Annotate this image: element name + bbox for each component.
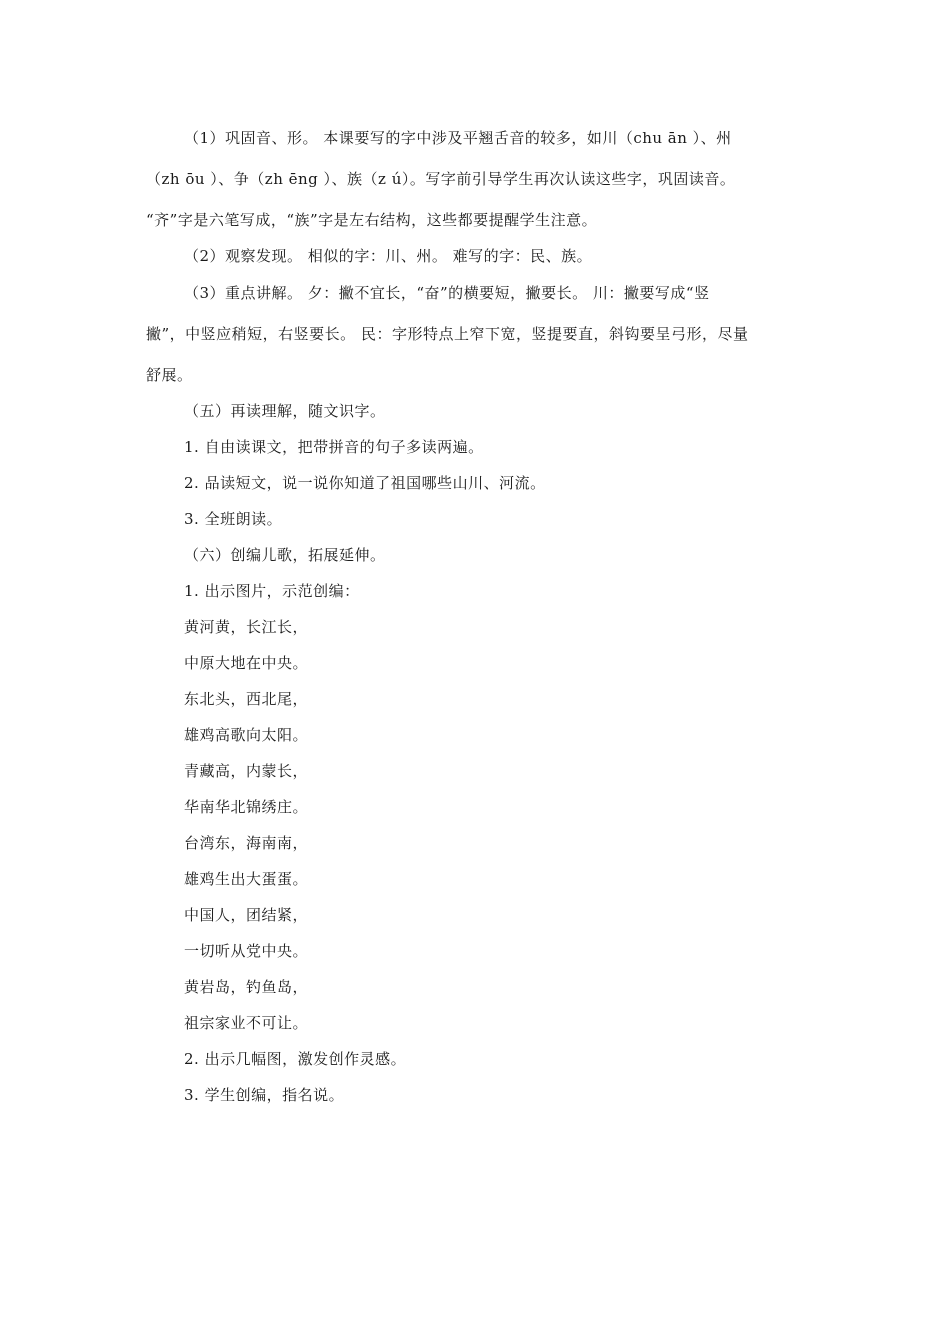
poem-line: 台湾东，海南南，	[184, 834, 309, 852]
section-5-item-2: 2. 品读短文，说一说你知道了祖国哪些山川、河流。	[184, 474, 546, 492]
poem-line: 青藏高，内蒙长，	[184, 762, 309, 780]
paragraph-1-line-2: （zh ōu ）、争（zh ēng ）、族（z ú）。写字前引导学生再次认读这些字，巩固读音。	[146, 170, 736, 188]
section-6-item-1: 1. 出示图片，示范创编：	[184, 582, 360, 600]
poem-line: 中国人，团结紧，	[184, 906, 309, 924]
poem-line: 中原大地在中央。	[184, 654, 309, 672]
paragraph-3-line-3: 舒展。	[146, 366, 193, 384]
paragraph-1-line-3: “齐”字是六笔写成，“族”字是左右结构，这些都要提醒学生注意。	[146, 211, 598, 229]
poem-line: 祖宗家业不可让。	[184, 1014, 309, 1032]
poem-line: 一切听从党中央。	[184, 942, 309, 960]
section-5-item-1: 1. 自由读课文，把带拼音的句子多读两遍。	[184, 438, 484, 456]
paragraph-3-line-1: （3）重点讲解。 夕：撇不宜长，“奋”的横要短，撇要长。 川：撇要写成“竖	[184, 284, 710, 302]
section-6-heading: （六）创编儿歌，拓展延伸。	[184, 546, 386, 564]
poem-line: 东北头，西北尾，	[184, 690, 309, 708]
paragraph-3-line-2: 撇”，中竖应稍短，右竖要长。 民：字形特点上窄下宽，竖提要直，斜钩要呈弓形，尽量	[146, 325, 749, 343]
section-6-item-3: 3. 学生创编，指名说。	[184, 1086, 345, 1104]
section-5-item-3: 3. 全班朗读。	[184, 510, 283, 528]
poem-line: 华南华北锦绣庄。	[184, 798, 309, 816]
poem-line: 雄鸡生出大蛋蛋。	[184, 870, 309, 888]
poem-line: 黄岩岛，钓鱼岛，	[184, 978, 309, 996]
paragraph-2: （2）观察发现。 相似的字：川、州。 难写的字：民、族。	[184, 247, 593, 265]
poem-line: 雄鸡高歌向太阳。	[184, 726, 309, 744]
paragraph-1-line-1: （1）巩固音、形。 本课要写的字中涉及平翘舌音的较多，如川（chu ān ）、州	[184, 129, 732, 147]
section-5-heading: （五）再读理解，随文识字。	[184, 402, 386, 420]
poem-line: 黄河黄，长江长，	[184, 618, 309, 636]
section-6-item-2: 2. 出示几幅图，激发创作灵感。	[184, 1050, 407, 1068]
